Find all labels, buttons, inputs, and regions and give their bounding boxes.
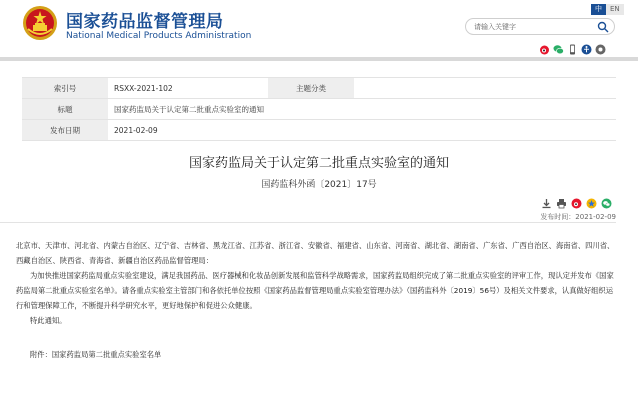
meta-value-index: RSXX-2021-102 xyxy=(108,78,268,99)
qzone-share-icon[interactable] xyxy=(586,194,597,205)
meta-label-category: 主题分类 xyxy=(268,78,354,99)
meta-row-title xyxy=(22,99,616,120)
meta-value-category xyxy=(354,78,616,99)
elderly-mode-icon[interactable] xyxy=(595,40,606,51)
meta-value-date: 2021-02-09 xyxy=(108,120,616,141)
article-title: 国家药监局关于认定第二批重点实验室的通知 xyxy=(188,156,449,171)
header-divider xyxy=(0,57,638,61)
site-title-en[interactable]: National Medical Products Administration xyxy=(66,31,252,41)
wechat-icon[interactable] xyxy=(553,40,564,51)
weibo-share-icon[interactable] xyxy=(571,194,582,205)
document-meta-table xyxy=(22,77,616,141)
publish-date-row xyxy=(0,209,616,223)
meta-label-index: 索引号 xyxy=(22,78,108,99)
meta-value-title: 国家药监局关于认定第二批重点实验室的通知 xyxy=(108,99,616,120)
wechat-share-icon[interactable] xyxy=(601,194,612,205)
mobile-icon[interactable] xyxy=(567,40,578,51)
search-icon[interactable] xyxy=(597,21,609,33)
national-emblem-icon xyxy=(22,5,58,41)
meta-label-date: 发布日期 xyxy=(22,120,108,141)
body-paragraph: 为加快推进国家药监局重点实验室建设，满足我国药品、医疗器械和化妆品创新发展和监管科学战略需求，国家药监局组织完成了第二批重点实验室的评审工作，现认定并发布《国家药监局第二批重点实验室名单》。请各重点实验室主管部门和各依托单位按照《国家药品监督管理局重点实验室管理办法》（国药监科外〔2019〕56号）及相关文件要求，认真做好组织运行和管理保障工作，不断提升科学研究水平，更好地保护和促进公众健康。 xyxy=(16,271,614,310)
weibo-icon[interactable] xyxy=(539,40,550,51)
download-icon[interactable] xyxy=(541,194,552,205)
publish-date: 发布时间：2021-02-09 xyxy=(540,213,616,221)
print-icon[interactable] xyxy=(556,194,567,205)
article-tools xyxy=(541,194,612,205)
search-box xyxy=(465,18,615,35)
closing-line: 特此通知。 xyxy=(30,316,67,325)
lang-cn-button[interactable]: 中 xyxy=(591,4,606,15)
language-switch xyxy=(591,4,624,15)
search-input[interactable] xyxy=(474,20,592,33)
lang-en-button[interactable]: EN xyxy=(606,4,624,15)
meta-row-date xyxy=(22,120,616,141)
article-body xyxy=(16,238,620,328)
addressees: 北京市、天津市、河北省、内蒙古自治区、辽宁省、吉林省、黑龙江省、江苏省、浙江省、安徽省、福建省、山东省、河南省、湖北省、湖南省、广东省、广西自治区、海南省、四川省、西藏自治区、陕西省、青海省、新疆自治区药品监督管理局： xyxy=(16,241,615,265)
meta-row-index xyxy=(22,78,616,99)
site-header xyxy=(0,0,638,58)
site-title-cn[interactable]: 国家药品监督管理局 xyxy=(66,12,224,32)
attachment-link[interactable]: 附件：国家药监局第二批重点实验室名单 xyxy=(30,350,162,359)
meta-label-title: 标题 xyxy=(22,99,108,120)
document-number: 国药监科外函〔2021〕17号 xyxy=(261,180,377,190)
social-links xyxy=(539,40,606,51)
accessibility-icon[interactable] xyxy=(581,40,592,51)
